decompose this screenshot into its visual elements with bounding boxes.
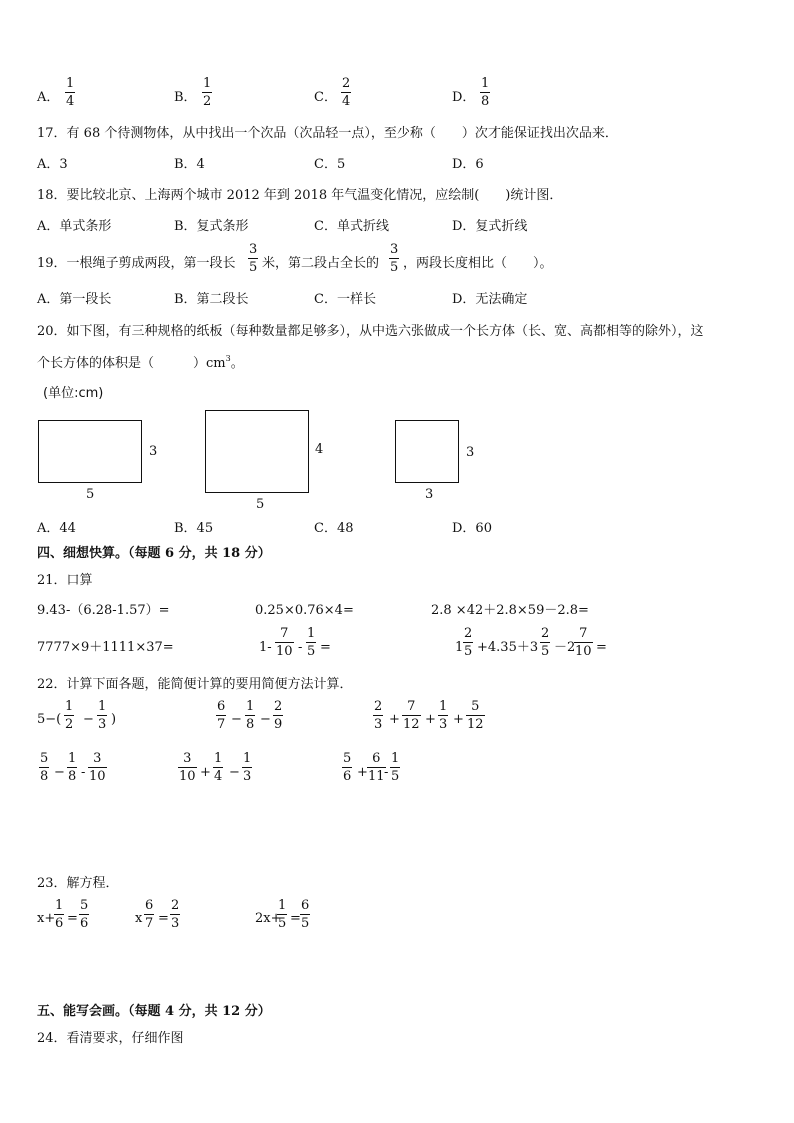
q19-option-a: A．第一段长 (37, 292, 112, 307)
q20-question-line1: 20．如下图，有三种规格的纸板（每种数量都足够多），从中选六张做成一个长方体（长、宽、高都相等的除外），这 (37, 324, 704, 339)
cardboard-5x4 (205, 410, 309, 493)
q21-expr-4: 7777×9＋1111×37= (37, 640, 174, 655)
q16-option-c-fraction: 2 4 (342, 76, 351, 109)
cardboard-5x3-height: 3 (149, 444, 158, 459)
q18-option-d: D．复式折线 (452, 219, 528, 234)
cardboard-3x3-height: 3 (466, 445, 475, 460)
q21-title: 21．口算 (37, 573, 93, 588)
q23-title: 23．解方程． (37, 876, 119, 891)
q19-question-part3: ，两段长度相比（ ）。 (403, 256, 553, 271)
q16-option-a-label: A． (37, 90, 60, 105)
q16-option-b-fraction: 1 2 (203, 76, 212, 109)
q18-question: 18．要比较北京、上海两个城市 2012 年到 2018 年气温变化情况，应绘制( )统计图． (37, 188, 563, 203)
q18-option-a: A．单式条形 (37, 219, 112, 234)
q19-question-part1: 19．一根绳子剪成两段，第一段长 (37, 256, 236, 271)
q16-option-c-label: C． (314, 90, 337, 105)
section4-title: 四、细想快算。（每题 6 分，共 18 分） (37, 546, 271, 561)
q17-option-a: A．3 (37, 157, 68, 172)
cardboard-5x3-width: 5 (86, 487, 95, 502)
q21-expr-1: 9.43-（6.28-1.57）= (37, 603, 170, 618)
q19-fraction-2: 3 5 (390, 242, 399, 275)
cardboard-3x3 (395, 420, 459, 483)
q17-question: 17．有 68 个待测物体，从中找出一个次品（次品轻一点），至少称（ ）次才能保证找出次品来． (37, 126, 618, 141)
q19-option-d: D．无法确定 (452, 292, 528, 307)
cardboard-5x4-width: 5 (256, 497, 265, 512)
q20-question-line2: 个长方体的体积是（ ）$cm^3$。 (37, 354, 244, 371)
q20-option-a: A．44 (37, 521, 76, 536)
q17-option-d: D．6 (452, 157, 484, 172)
q20-option-c: C．48 (314, 521, 354, 536)
cardboard-5x4-height: 4 (315, 442, 324, 457)
q20-option-b: B．45 (174, 521, 214, 536)
q18-option-c: C．单式折线 (314, 219, 389, 234)
q18-option-b: B．复式条形 (174, 219, 249, 234)
q17-option-c: C．5 (314, 157, 346, 172)
q21-expr-2: 0.25×0.76×4= (255, 603, 354, 618)
q19-option-c: C．一样长 (314, 292, 376, 307)
q19-option-b: B．第二段长 (174, 292, 249, 307)
q19-fraction-1: 3 5 (249, 242, 258, 275)
q16-option-d-fraction: 1 8 (481, 76, 490, 109)
section5-title: 五、能写会画。（每题 4 分，共 12 分） (37, 1004, 271, 1019)
q16-option-d-label: D． (452, 90, 476, 105)
q20-unit-label: (单位:cm) (43, 386, 104, 401)
unit-superscript: 3 (225, 354, 231, 363)
q16-option-a-fraction: 1 4 (66, 76, 75, 109)
cardboard-5x3 (38, 420, 142, 483)
q19-question-part2: 米，第二段占全长的 (262, 256, 380, 271)
q22-title: 22．计算下面各题，能简便计算的要用简便方法计算． (37, 677, 353, 692)
cardboard-3x3-width: 3 (425, 487, 434, 502)
q24-title: 24．看清要求，仔细作图 (37, 1031, 184, 1046)
q21-expr-3: 2.8 ×42＋2.8×59－2.8= (431, 603, 589, 618)
q16-option-b-label: B． (174, 90, 197, 105)
q20-option-d: D．60 (452, 521, 492, 536)
q17-option-b: B．4 (174, 157, 205, 172)
